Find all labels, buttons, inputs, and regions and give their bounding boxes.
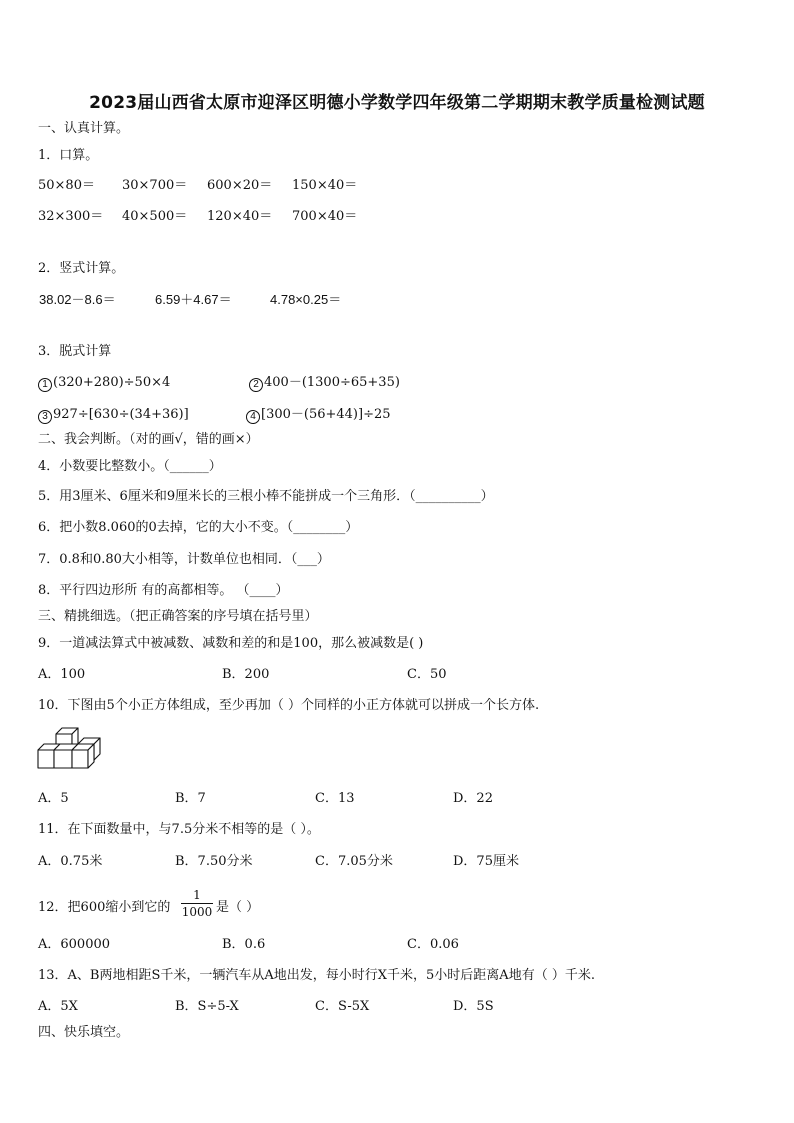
- circled-number: 3: [38, 410, 52, 424]
- section-3-heading: 三、精挑细选。（把正确答案的序号填在括号里）: [38, 609, 318, 624]
- option-c: C．S-5X: [315, 999, 370, 1014]
- option-c: C．50: [407, 667, 447, 682]
- vertical-calc-item: 6.59＋4.67＝: [155, 292, 232, 307]
- question-4: 4．小数要比整数小。（______）: [38, 459, 222, 474]
- option-a: A．5X: [38, 999, 78, 1014]
- circled-number: 4: [246, 410, 260, 424]
- question-5: 5．用3厘米、6厘米和9厘米长的三根小棒不能拼成一个三角形．（__________）: [38, 489, 494, 504]
- question-11-stem: 11．在下面数量中，与7.5分米不相等的是（ ）。: [38, 822, 320, 837]
- section-1-heading: 一、认真计算。: [38, 121, 130, 136]
- vertical-calc-item: 38.02－8.6＝: [39, 292, 116, 307]
- question-1-label: 1．口算。: [38, 148, 99, 163]
- step-calc-item-1: 1 (320+280)÷50×4: [38, 375, 170, 392]
- question-8: 8．平行四边形所 有的高都相等。 （____）: [38, 583, 289, 598]
- question-3-label: 3．脱式计算: [38, 344, 112, 359]
- fraction: [181, 888, 213, 919]
- oral-calc-item: 50×80＝: [38, 178, 95, 193]
- step-calc-item-2: 2 400－(1300÷65+35): [249, 375, 400, 392]
- option-d: D．22: [453, 791, 493, 806]
- oral-calc-item: 40×500＝: [122, 209, 188, 224]
- oral-calc-item: 32×300＝: [38, 209, 104, 224]
- fraction-numerator: 1: [193, 888, 201, 902]
- oral-calc-item: 120×40＝: [207, 209, 273, 224]
- vertical-calc-item: 4.78×0.25＝: [270, 292, 342, 307]
- option-d: D．5S: [453, 999, 494, 1014]
- option-b: B．7.50分米: [175, 854, 253, 869]
- fraction-bar: [181, 903, 213, 904]
- question-9-stem: 9．一道减法算式中被减数、减数和差的和是100，那么被减数是( ): [38, 636, 424, 651]
- option-b: B．200: [222, 667, 270, 682]
- section-2-heading: 二、我会判断。（对的画√，错的画×）: [38, 432, 259, 447]
- question-12-stem-a: 12．把600缩小到它的: [38, 900, 171, 915]
- question-13-stem: 13．A、B两地相距S千米，一辆汽车从A地出发，每小时行X千米，5小时后距离A地有（ ）千米.: [38, 968, 595, 983]
- option-d: D．75厘米: [453, 854, 519, 869]
- option-a: A．0.75米: [38, 854, 103, 869]
- option-b: B．7: [175, 791, 206, 806]
- option-a: A．100: [38, 667, 86, 682]
- page-title: 2023届山西省太原市迎泽区明德小学数学四年级第二学期期末教学质量检测试题: [89, 93, 705, 113]
- option-c: C．13: [315, 791, 355, 806]
- question-2-label: 2．竖式计算。: [38, 261, 125, 276]
- step-calc-item-3: 3 927÷[630÷(34+36)]: [38, 407, 189, 424]
- option-a: A．600000: [38, 937, 111, 952]
- fraction-denominator: 1000: [181, 905, 213, 919]
- option-c: C．7.05分米: [315, 854, 393, 869]
- option-c: C．0.06: [407, 937, 459, 952]
- question-12-stem-b: 是（ ）: [216, 900, 260, 915]
- step-calc-item-4: 4 [300－(56+44)]÷25: [246, 407, 391, 424]
- question-7: 7．0.8和0.80大小相等，计数单位也相同．（___）: [38, 552, 330, 567]
- option-b: B．S÷5-X: [175, 999, 239, 1014]
- question-6: 6．把小数8.060的0去掉，它的大小不变。（________）: [38, 520, 359, 535]
- oral-calc-item: 600×20＝: [207, 178, 273, 193]
- circled-number: 1: [38, 378, 52, 392]
- option-b: B．0.6: [222, 937, 266, 952]
- oral-calc-item: 700×40＝: [292, 209, 358, 224]
- oral-calc-item: 30×700＝: [122, 178, 188, 193]
- circled-number: 2: [249, 378, 263, 392]
- question-10-stem: 10．下图由5个小正方体组成，至少再加（ ）个同样的小正方体就可以拼成一个长方体.: [38, 698, 540, 713]
- cubes-figure: [36, 726, 102, 776]
- oral-calc-item: 150×40＝: [292, 178, 358, 193]
- option-a: A．5: [38, 791, 69, 806]
- section-4-heading: 四、快乐填空。: [38, 1025, 130, 1040]
